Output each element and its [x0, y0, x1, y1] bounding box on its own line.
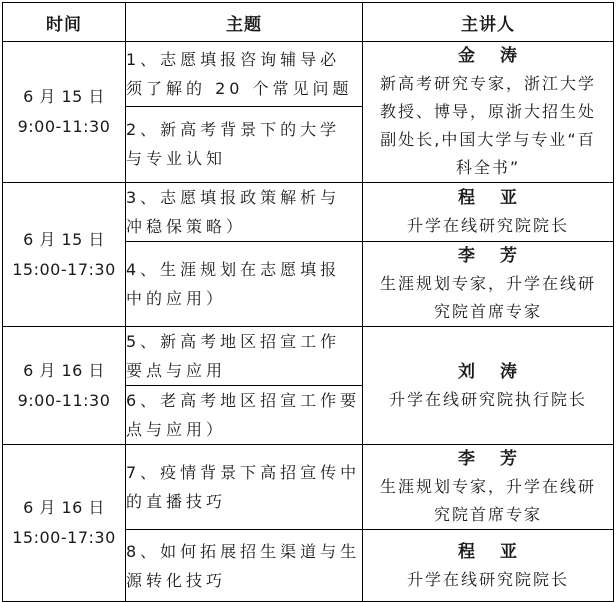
speaker-title: 升学在线研究院院长: [406, 216, 569, 235]
session-row: [3, 445, 614, 530]
speaker-title: 生涯规划专家，升学在线研 究院首席专家: [379, 274, 596, 321]
topic-cell: 5、新高考地区招宣工作 要点与应用: [126, 327, 363, 386]
header-time: 时间: [3, 3, 126, 42]
topic-cell: 8、如何拓展招生渠道与生 源转化技巧: [126, 530, 363, 602]
topic-cell: 3、志愿填报政策解析与 冲稳保策略）: [126, 183, 363, 242]
header-row: [3, 3, 614, 42]
session-row: [3, 42, 614, 107]
session-row: [3, 183, 614, 242]
session-row: [3, 327, 614, 386]
speaker-title: 升学在线研究院院长: [406, 569, 569, 589]
session-time-cell: [3, 445, 126, 602]
topic-cell: 7、疫情背景下高招宣传中 的直播技巧: [126, 445, 363, 530]
speaker-cell: [363, 42, 614, 183]
speaker-name: 金 涛: [458, 46, 518, 66]
header-speaker: 主讲人: [363, 3, 614, 42]
topic-cell: 1、志愿填报咨询辅导必 须了解的 20 个常见问题: [126, 42, 363, 107]
session-hours: 15:00-17:30: [12, 528, 116, 547]
session-date: 6 月 16 日: [23, 498, 105, 517]
session-date: 6 月 15 日: [23, 229, 105, 249]
session-date: 6 月 16 日: [23, 360, 105, 380]
schedule-table: [2, 2, 614, 602]
speaker-title: 生涯规划专家，升学在线研 究院首席专家: [379, 477, 596, 524]
speaker-cell: [363, 183, 614, 242]
topic-cell: 2、新高考背景下的大学 与专业认知: [126, 106, 363, 182]
speaker-name: 刘 涛: [458, 361, 518, 382]
session-hours: 9:00-11:30: [17, 390, 111, 410]
session-date: 6 月 15 日: [23, 87, 105, 106]
speaker-name: 程 亚: [458, 188, 518, 208]
header-topic: 主题: [126, 3, 363, 42]
speaker-cell: [363, 327, 614, 445]
speaker-name: 李 芳: [458, 246, 518, 266]
speaker-cell: [363, 530, 614, 602]
speaker-title: 升学在线研究院执行院长: [388, 389, 587, 409]
session-hours: 15:00-17:30: [12, 259, 116, 279]
session-hours: 9:00-11:30: [17, 117, 111, 136]
speaker-cell: [363, 445, 614, 530]
session-time-cell: [3, 327, 126, 445]
speaker-cell: [363, 242, 614, 327]
speaker-name: 李 芳: [458, 449, 518, 469]
speaker-title: 新高考研究专家，浙江大学 教授、博导，原浙大招生处 副处长,中国大学与专业“百 科全书”: [379, 74, 596, 177]
speaker-name: 程 亚: [458, 541, 518, 562]
session-time-cell: [3, 42, 126, 183]
session-time-cell: [3, 183, 126, 327]
topic-cell: 6、老高考地区招宣工作要 点与应用）: [126, 386, 363, 445]
topic-cell: 4、生涯规划在志愿填报 中的应用）: [126, 242, 363, 327]
